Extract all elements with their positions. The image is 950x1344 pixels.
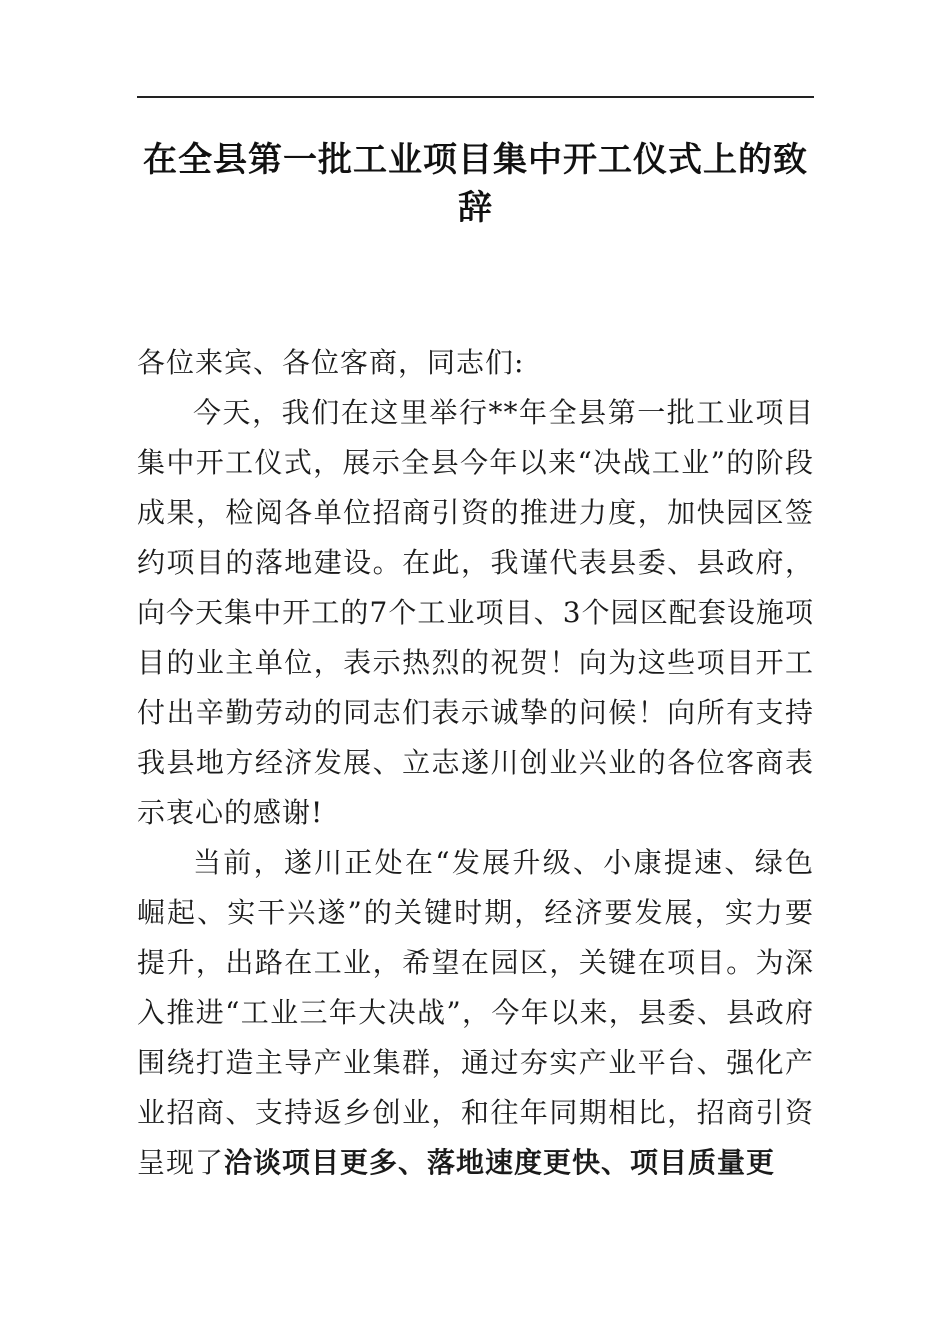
paragraph-1: 今天，我们在这里举行**年全县第一批工业项目集中开工仪式，展示全县今年以来“决战工业”的阶段成果，检阅各单位招商引资的推进力度，加快园区签约项目的落地建设。在此，我谨代表县委、县政府，向今天集中开工的7个工业项目、3个园区配套设施项目的业主单位，表示热烈的祝贺！向为这些项目开工付出辛勤劳动的同志们表示诚挚的问候！向所有支持我县地方经济发展、立志遂川创业兴业的各位客商表示衷心的感谢! bbox=[137, 396, 814, 829]
document-title: 在全县第一批工业项目集中开工仪式上的致辞 bbox=[143, 140, 808, 228]
paragraph-2-text: 当前，遂川正处在“发展升级、小康提速、绿色崛起、实干兴遂”的关键时期，经济要发展，实力要提升，出路在工业，希望在园区，关键在项目。为深入推进“工业三年大决战”，今年以来，县委、县政府围绕打造主导产业集群，通过夯实产业平台、强化产业招商、支持返乡创业，和往年同期相比，招商引资呈现了 bbox=[137, 846, 814, 1179]
header-rule bbox=[137, 96, 814, 98]
paragraph-2-emphasis: 洽谈项目更多、落地速度更快、项目质量更 bbox=[224, 1146, 776, 1179]
salutation: 各位来宾、各位客商，同志们: bbox=[137, 346, 525, 379]
paragraph-2 bbox=[137, 838, 814, 1188]
document-body bbox=[137, 338, 814, 1188]
